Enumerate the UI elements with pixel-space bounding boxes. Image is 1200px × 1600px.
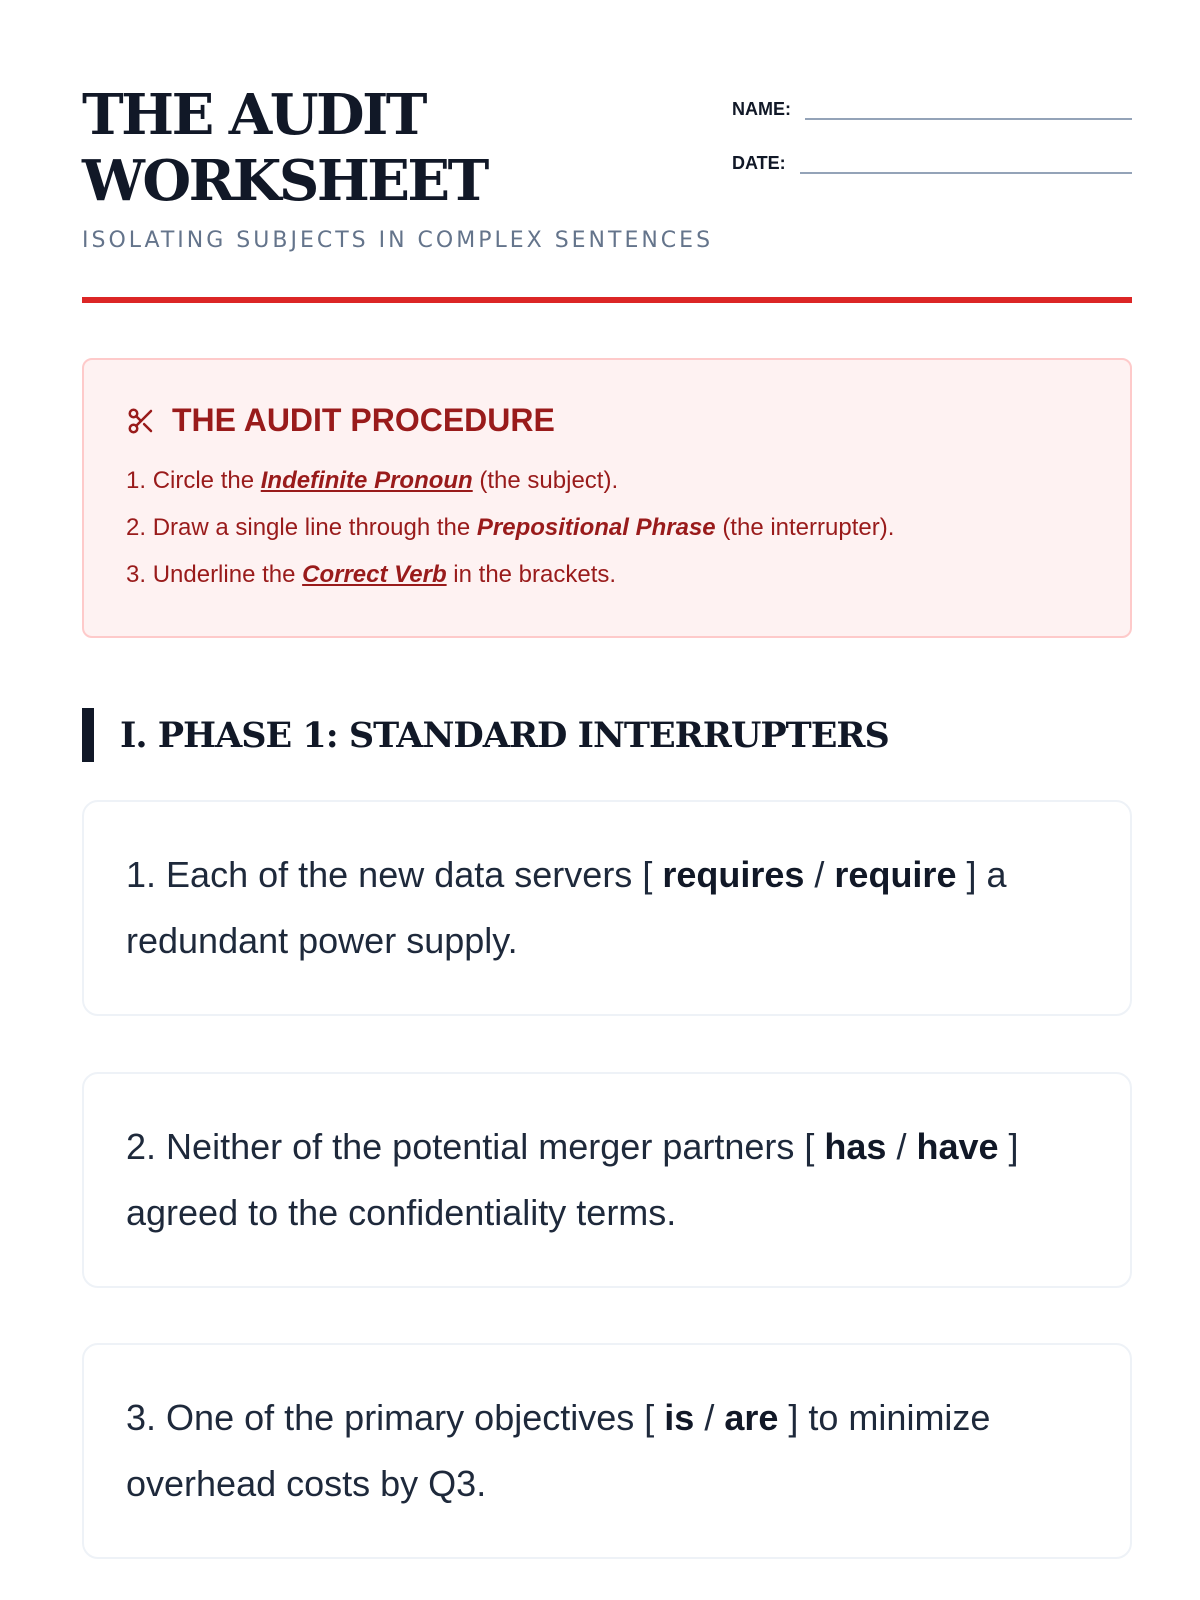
verb-option[interactable]: require	[834, 854, 957, 895]
page-subtitle: ISOLATING SUBJECTS IN COMPLEX SENTENCES	[82, 228, 714, 253]
procedure-step	[126, 504, 1088, 551]
step-term: Prepositional Phrase	[476, 514, 716, 541]
question-number: 1.	[126, 854, 157, 895]
date-row	[732, 144, 1132, 174]
question-stem: a redundant power supply.	[126, 854, 1007, 961]
page-title: THE AUDIT WORKSHEET	[82, 82, 487, 214]
question-card	[82, 1343, 1132, 1559]
question-stem: One of the primary objectives	[166, 1397, 635, 1438]
procedure-title: THE AUDIT PROCEDURE	[172, 402, 555, 438]
question-card	[82, 1072, 1132, 1288]
procedure-step	[126, 551, 1088, 598]
question-card	[82, 800, 1132, 1016]
step-text: Circle the	[152, 467, 255, 494]
step-text: Draw a single line through the	[152, 514, 471, 541]
section-heading	[82, 708, 889, 762]
question-text: 1. Each of the new data servers [ requires / require ] a redundant power supply.	[126, 854, 1007, 961]
verb-option[interactable]: are	[724, 1397, 779, 1438]
verb-option[interactable]: has	[824, 1126, 887, 1167]
question-stem: Each of the new data servers	[166, 854, 633, 895]
date-label: DATE:	[732, 153, 786, 173]
name-field[interactable]	[805, 88, 1132, 120]
step-text: Underline the	[152, 561, 296, 588]
step-number: 3.	[126, 561, 147, 588]
header-divider	[82, 297, 1132, 303]
section-accent-bar	[82, 708, 94, 762]
procedure-box	[82, 358, 1132, 638]
step-number: 2.	[126, 514, 147, 541]
step-term: Indefinite Pronoun	[260, 467, 473, 494]
scissors-icon	[126, 406, 156, 436]
step-text: in the brackets.	[453, 561, 617, 588]
verb-option[interactable]: have	[916, 1126, 999, 1167]
procedure-step	[126, 457, 1088, 504]
question-number: 3.	[126, 1397, 157, 1438]
name-label: NAME:	[732, 99, 791, 119]
procedure-heading	[126, 402, 1088, 439]
question-stem: to minimize overhead costs by Q3.	[126, 1397, 991, 1504]
step-text: (the interrupter).	[722, 514, 895, 541]
date-field[interactable]	[800, 142, 1132, 174]
step-text: (the subject).	[479, 467, 619, 494]
step-number: 1.	[126, 467, 147, 494]
student-info	[732, 90, 1132, 198]
section-title: I. PHASE 1: STANDARD INTERRUPTERS	[120, 714, 889, 756]
question-number: 2.	[126, 1126, 157, 1167]
question-text: 2. Neither of the potential merger partners [ has / have ] agreed to the confidentiality terms.	[126, 1126, 1019, 1233]
name-row	[732, 90, 1132, 120]
question-stem: Neither of the potential merger partners	[166, 1126, 795, 1167]
question-stem: agreed to the confidentiality terms.	[126, 1192, 677, 1233]
question-text: 3. One of the primary objectives [ is / are ] to minimize overhead costs by Q3.	[126, 1397, 991, 1504]
verb-option[interactable]: requires	[662, 854, 805, 895]
verb-option[interactable]: is	[664, 1397, 695, 1438]
step-term: Correct Verb	[302, 561, 447, 588]
